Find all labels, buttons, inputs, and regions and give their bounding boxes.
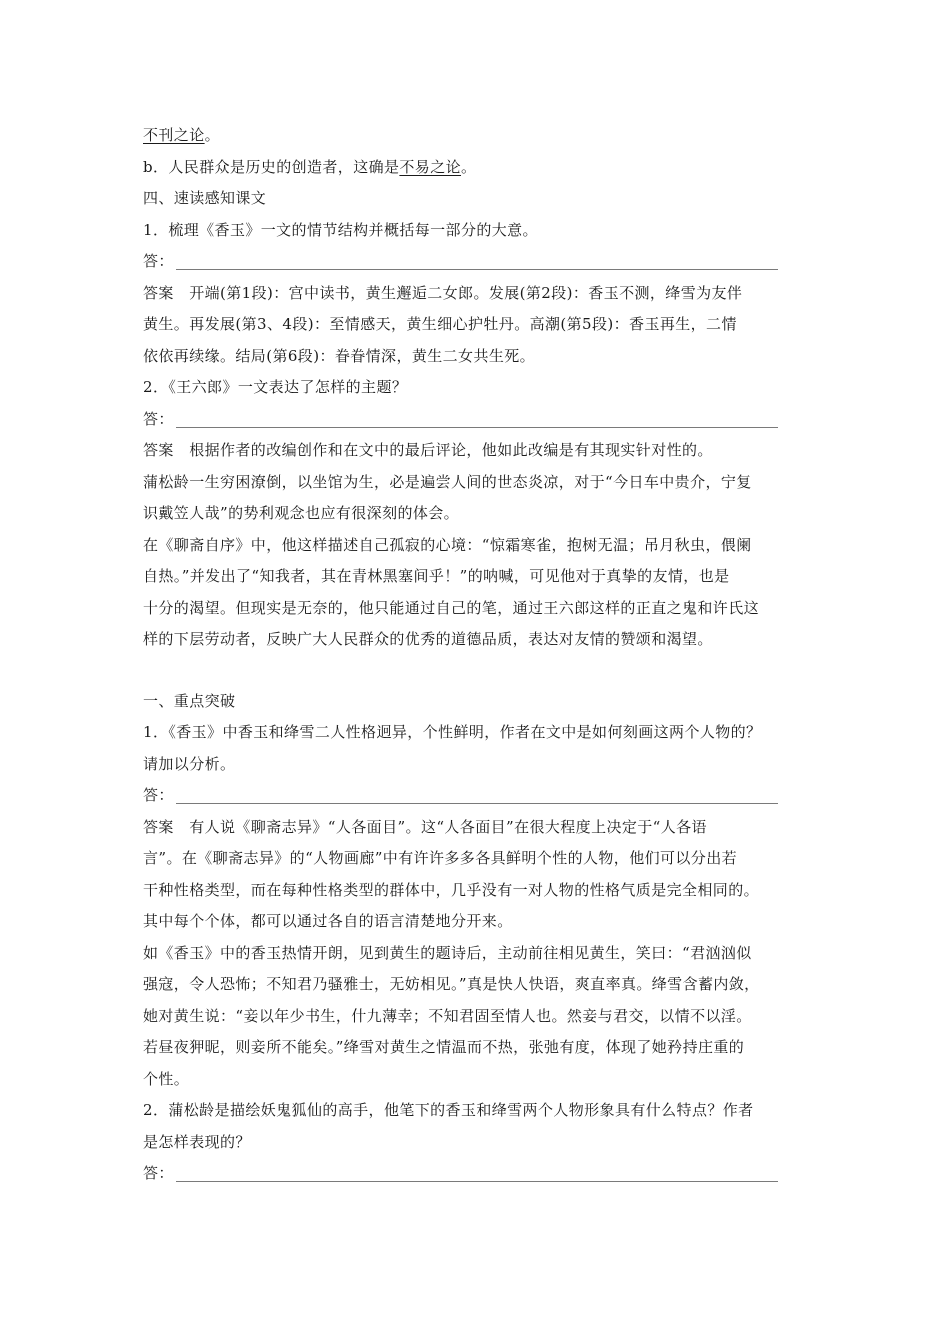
underlined-phrase: 不易之论 (399, 157, 462, 176)
answer-row (143, 246, 823, 278)
text-line: 强寇，令人恐怖；不知君乃骚雅士，无妨相见。”真是快人快语，爽直率真。绛雪含蓄内敛， (143, 975, 760, 993)
text-line: 一、重点突破 (143, 691, 236, 710)
underlined-phrase: 不刊之论 (143, 126, 205, 144)
text-line: 请加以分析。 (143, 754, 236, 773)
text-line: 识戴笠人哉”的势利观念也应有很深刻的体会。 (143, 504, 460, 522)
answer-blank-line[interactable] (176, 803, 778, 804)
text-line: 依依再续缘。结局(第6段)：眷眷情深，黄生二女共生死。 (143, 346, 536, 365)
text-line: 2．蒲松龄是描绘妖鬼狐仙的高手，他笔下的香玉和绛雪两个人物形象具有什么特点？作者 (143, 1101, 754, 1119)
answer-label: 答： (143, 1164, 174, 1182)
text-line: 个性。 (143, 1069, 190, 1088)
text-line (143, 120, 823, 152)
text-line: 1．《香玉》中香玉和绛雪二人性格迥异，个性鲜明，作者在文中是如何刻画这两个人物的？ (143, 723, 762, 741)
punctuation: 。 (461, 157, 477, 176)
answer-row (143, 1158, 823, 1190)
section-gap (143, 656, 823, 686)
answer-label: 答： (143, 786, 174, 804)
text-line: 样的下层劳动者，反映广大人民群众的优秀的道德品质，表达对友情的赞颂和渴望。 (143, 630, 713, 648)
sentence-text: b．人民群众是历史的创造者，这确是 (143, 157, 400, 176)
text-line: 是怎样表现的？ (143, 1132, 251, 1151)
answer-label: 答： (143, 409, 174, 428)
text-line: 十分的渴望。但现实是无奈的，他只能通过自己的笔，通过王六郎这样的正直之鬼和许氏这 (143, 598, 760, 617)
answer-label: 答： (143, 252, 174, 270)
text-line: 干种性格类型，而在每种性格类型的群体中，几乎没有一对人物的性格气质是完全相同的。 (143, 880, 760, 899)
text-line: 2．《王六郎》一文表达了怎样的主题？ (143, 378, 408, 396)
document-body (143, 120, 823, 1190)
text-line: 黄生。再发展(第3、4段)：至情感天，黄生细心护牡丹。高潮(第5段)：香玉再生，二情 (143, 315, 737, 333)
text-line: 其中每个个体，都可以通过各自的语言清楚地分开来。 (143, 912, 513, 930)
text-line: 如《香玉》中的香玉热情开朗，见到黄生的题诗后，主动前往相见黄生，笑曰：“君汹汹似 (143, 943, 752, 962)
answer-blank-line[interactable] (176, 269, 778, 270)
answer-row (143, 404, 823, 436)
answer-row (143, 780, 823, 812)
text-line: 她对黄生说：“妾以年少书生，什九薄幸；不知君固至情人也。然妾与君交，以情不以淫。 (143, 1006, 752, 1025)
text-line: 言”。在《聊斋志异》的“人物画廊”中有许许多多各具鲜明个性的人物，他们可以分出若 (143, 849, 738, 867)
answer-blank-line[interactable] (176, 427, 778, 428)
text-line: 在《聊斋自序》中，他这样描述自己孤寂的心境：“惊霜寒雀，抱树无温；吊月秋虫，偎阑 (143, 535, 752, 554)
answer-blank-line[interactable] (176, 1181, 778, 1182)
text-line: 1．梳理《香玉》一文的情节结构并概括每一部分的大意。 (143, 220, 538, 239)
text-line: 蒲松龄一生穷困潦倒，以坐馆为生，必是遍尝人间的世态炎凉，对于“今日车中贵介，宁复 (143, 472, 752, 491)
text-line: 自热。”并发出了“知我者，其在青林黑塞间乎！”的呐喊，可见他对于真挚的友情，也是 (143, 567, 730, 585)
text-line: 若昼夜狎昵，则妾所不能矣。”绛雪对黄生之情温而不热，张弛有度，体现了她矜持庄重的 (143, 1038, 745, 1056)
text-line (143, 152, 823, 184)
text-line: 四、速读感知课文 (143, 189, 267, 207)
text-line: 答案 有人说《聊斋志异》“人各面目”。这“人各面目”在很大程度上决定于“人各语 (143, 817, 707, 836)
text-line: 答案 根据作者的改编创作和在文中的最后评论，他如此改编是有其现实针对性的。 (143, 441, 713, 459)
text-line: 答案 开端(第1段)：宫中读书，黄生邂逅二女郎。发展(第2段)：香玉不测，绛雪为友伴 (143, 283, 743, 302)
punctuation: 。 (204, 126, 221, 144)
